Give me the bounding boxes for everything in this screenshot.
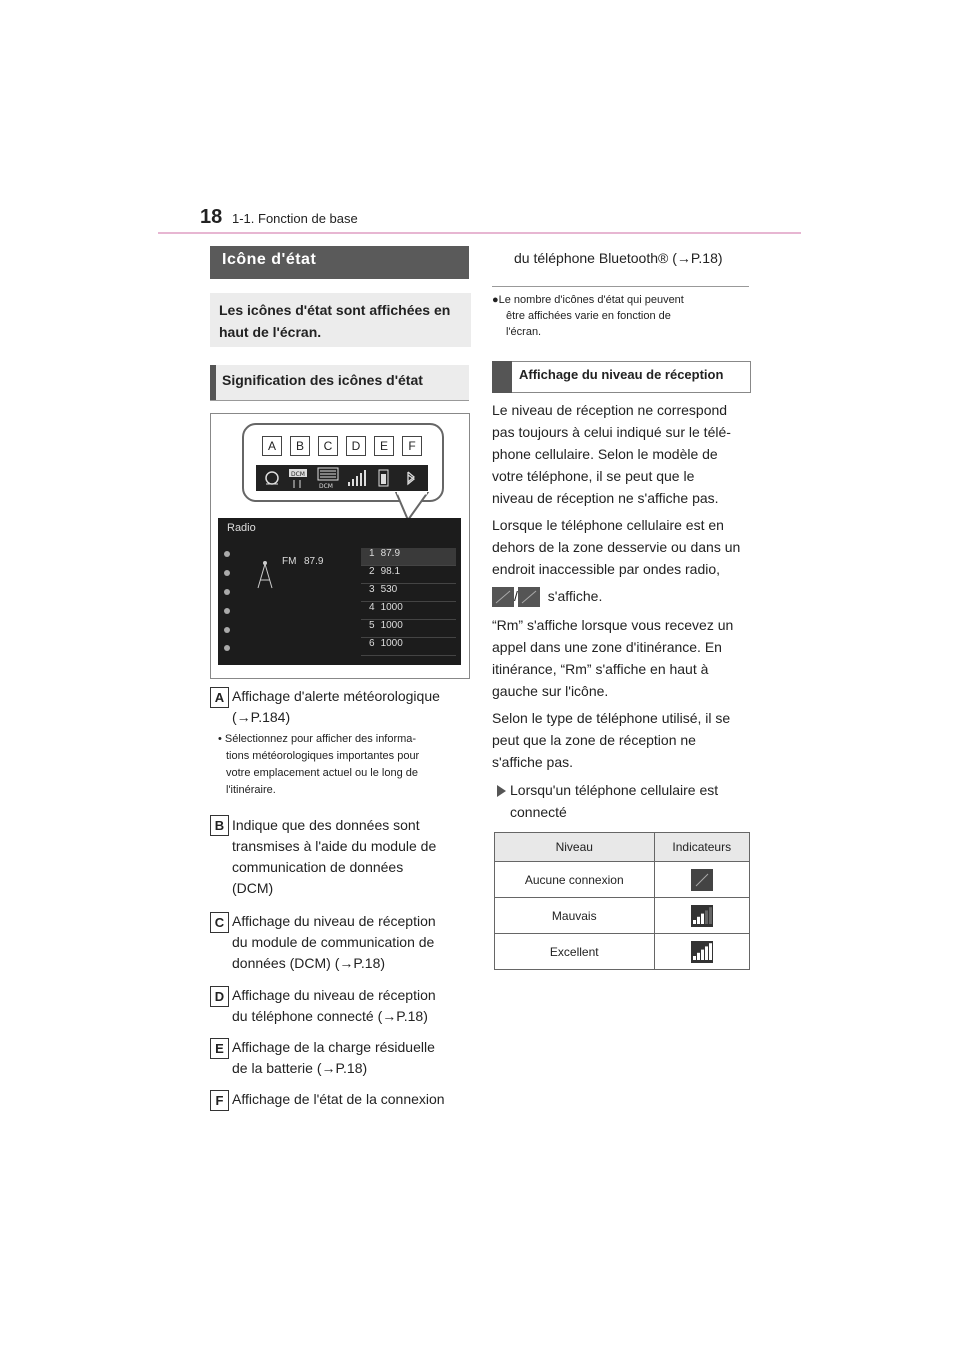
screen-side-icons [221, 548, 233, 658]
item-c-text: Affichage du niveau de réception du module de communication de données (DCM) (→P.18) [232, 913, 436, 971]
note-text: ●Le nombre d'icônes d'état qui peuvent être affichées varie en fonction de l'écran. [492, 294, 684, 338]
figure-label-a: A [262, 436, 282, 456]
subsection-heading-bar-2 [492, 361, 512, 393]
dcm-signal-icon [318, 468, 338, 490]
battery-icon [379, 470, 388, 486]
level-cell: Excellent [495, 934, 655, 970]
marker-b: B [210, 815, 229, 836]
chapter-title: 1-1. Fonction de base [232, 211, 358, 226]
reception-para-1: Le niveau de réception ne correspond pas toujours à celui indiqué sur le télé- phone cellulaire. Selon le modèle de votre téléphone, il se peut que le niveau de réception ne s'affiche pas. [492, 402, 731, 506]
preset-row: 6 1000 [361, 638, 456, 656]
item-a-bullet: • Sélectionnez pour afficher des informa- tions météorologiques importantes pour votre emplacement actuel ou le long de l'itinéraire. [218, 733, 420, 796]
signal-bar [693, 920, 696, 924]
item-f-text: Affichage de l'état de la connexion [232, 1091, 445, 1107]
no-service-roaming-icon [518, 587, 540, 607]
preset-row: 3 530 [361, 584, 456, 602]
section-title: Icône d'état [222, 251, 317, 268]
figure-label-d: D [346, 436, 366, 456]
header-rule [158, 232, 801, 234]
marker-d: D [210, 986, 229, 1007]
reception-level-table [494, 832, 750, 970]
screen-title: Radio [227, 522, 256, 534]
radio-screen [218, 518, 461, 665]
level-cell: Mauvais [495, 898, 655, 934]
note-rule [492, 286, 749, 287]
table-row [495, 862, 750, 898]
item-d-text: Affichage du niveau de réception du téléphone connecté (→P.18) [232, 987, 436, 1024]
bluetooth-icon [408, 472, 414, 484]
signal-excellent-icon [691, 941, 713, 963]
phone-signal-icon [348, 470, 366, 486]
reception-para-3: “Rm” s'affiche lorsque vous recevez un appel dans une zone d'itinérance. En itinérance, “Rm” s'affiche en haut à gauche sur l'icône. [492, 617, 734, 699]
band-label: FM [282, 556, 297, 567]
table-row [495, 898, 750, 934]
signal-bar [697, 952, 700, 959]
table-row [495, 934, 750, 970]
table-header-indicators: Indicateurs [654, 833, 749, 862]
subsection-title-2: Affichage du niveau de réception [519, 367, 724, 382]
signal-bar [709, 907, 712, 924]
figure-label-e: E [374, 436, 394, 456]
no-service-line: / s'affiche. [492, 585, 752, 607]
intro-text: Les icônes d'état sont affichées en haut de l'écran. [219, 302, 451, 340]
level-cell: Aucune connexion [495, 862, 655, 898]
item-b-text: Indique que des données sont transmises à l'aide du module de communication de données (DCM) [232, 817, 437, 896]
preset-row: 2 98.1 [361, 566, 456, 584]
table-header-level: Niveau [495, 833, 655, 862]
no-service-icon [492, 587, 514, 607]
signal-bar [693, 956, 696, 960]
weather-alert-icon [266, 472, 278, 484]
signal-bar [701, 913, 704, 923]
signal-none-icon [691, 869, 713, 891]
signal-bar [709, 943, 712, 960]
marker-a: A [210, 687, 229, 708]
triangle-bullet-icon [497, 785, 507, 797]
indicator-cell [654, 898, 749, 934]
preset-row: 4 1000 [361, 602, 456, 620]
svg-text:DCM: DCM [319, 483, 333, 490]
item-a-text: Affichage d'alerte météorologique (→P.184) [232, 688, 440, 725]
preset-row: 1 87.9 [361, 548, 456, 566]
preset-row: 5 1000 [361, 620, 456, 638]
signal-bar [697, 916, 700, 923]
subsection-heading-bar [210, 365, 216, 400]
page-number: 18 [200, 206, 223, 228]
signal-bar [701, 949, 704, 959]
svg-text:DCM: DCM [291, 471, 305, 478]
marker-f: F [210, 1090, 229, 1111]
figure-label-b: B [290, 436, 310, 456]
radio-tower-icon [254, 558, 276, 590]
signal-weak-icon [691, 905, 713, 927]
marker-c: C [210, 912, 229, 933]
figure-label-c: C [318, 436, 338, 456]
status-icon-strip [256, 465, 428, 491]
subsection-title: Signification des icônes d'état [222, 372, 423, 388]
signal-bar [705, 946, 708, 960]
frequency-label: 87.9 [304, 556, 324, 567]
marker-e: E [210, 1038, 229, 1059]
item-e-text: Affichage de la charge résiduelle de la batterie (→P.18) [232, 1039, 435, 1076]
indicator-cell [654, 934, 749, 970]
indicator-cell [654, 862, 749, 898]
condition-text: Lorsqu'un téléphone cellulaire est connecté [510, 782, 719, 820]
item-f-continuation: du téléphone Bluetooth® (→P.18) [514, 250, 723, 266]
reception-para-2: Lorsque le téléphone cellulaire est en dehors de la zone desservie ou dans un endroit inaccessible par ondes radio, [492, 517, 741, 577]
signal-bar [705, 910, 708, 924]
figure-label-f: F [402, 436, 422, 456]
reception-para-4: Selon le type de téléphone utilisé, il se peut que la zone de réception ne s'affiche pas. [492, 710, 731, 770]
dcm-transmit-icon [289, 469, 307, 488]
